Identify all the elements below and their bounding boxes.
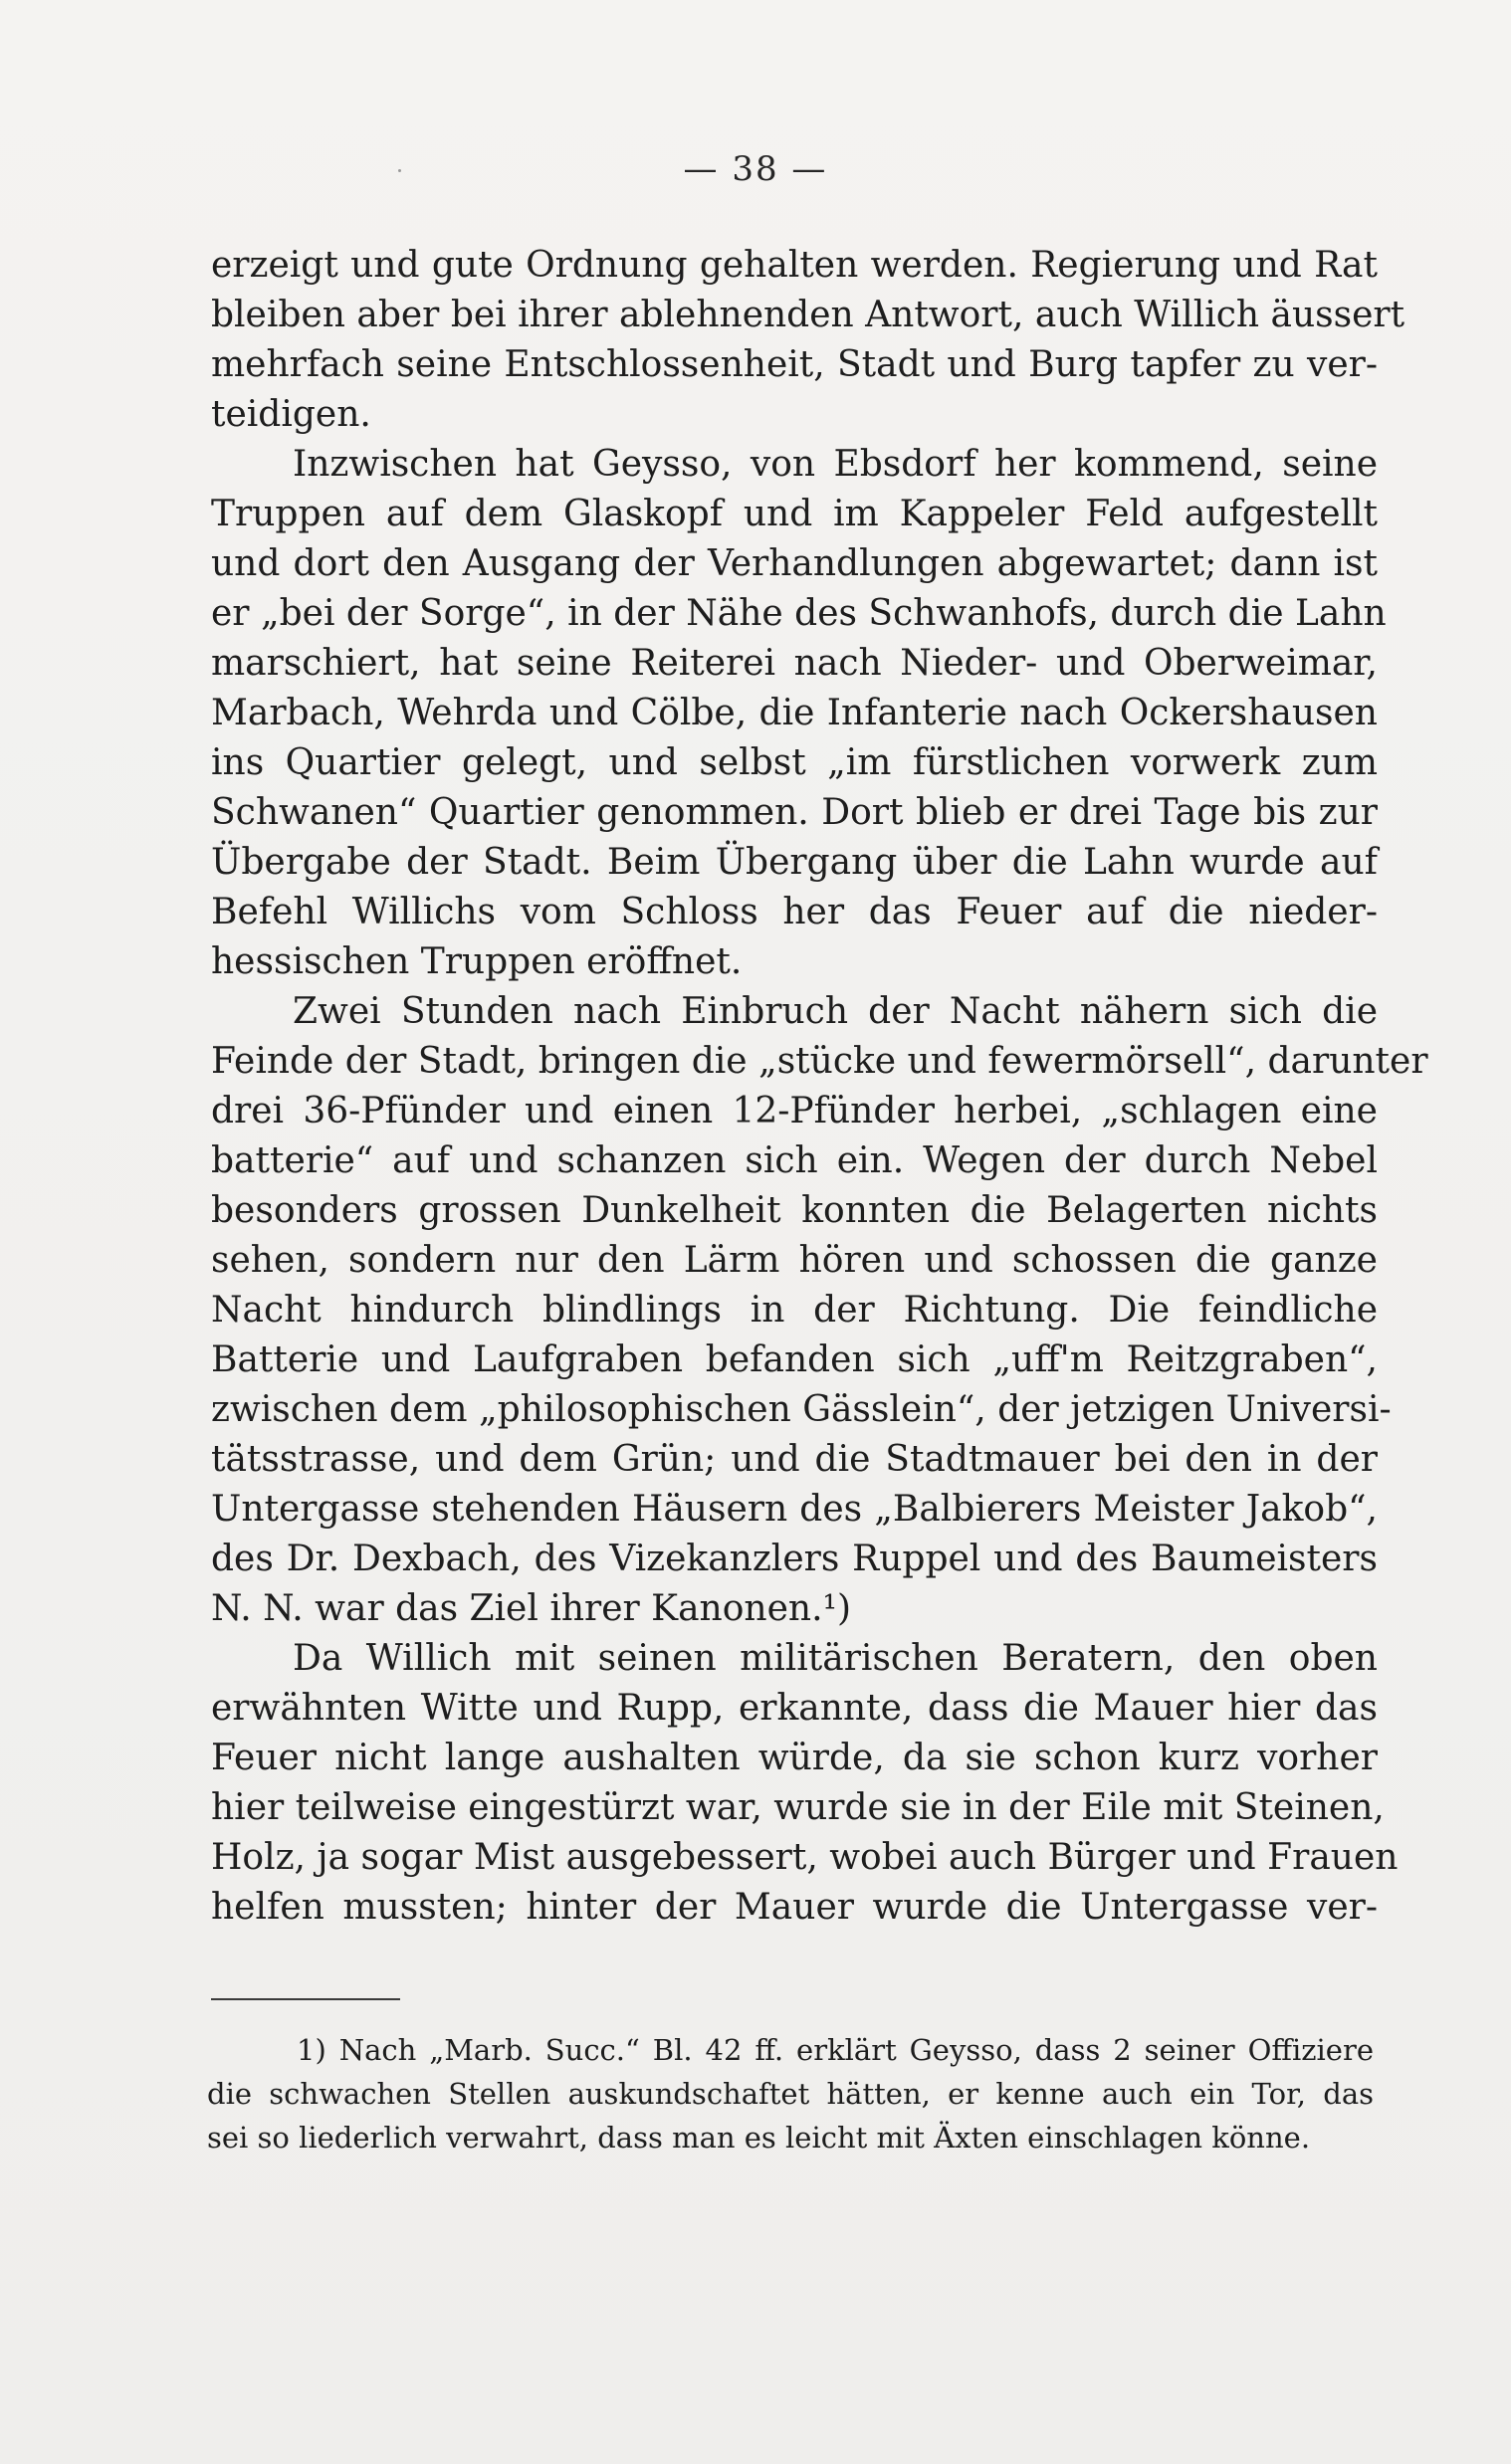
footnotes bbox=[207, 2028, 1374, 2159]
text-line: Da Willich mit seinen militärischen Beratern, den oben bbox=[293, 1638, 1378, 1679]
text-line: N. N. war das Ziel ihrer Kanonen.¹) bbox=[211, 1588, 851, 1629]
text-line: teidigen. bbox=[211, 394, 371, 435]
text-line: Truppen auf dem Glaskopf und im Kappeler Feld aufgestellt bbox=[211, 494, 1378, 534]
text-line: sehen, sondern nur den Lärm hören und schossen die ganze bbox=[211, 1240, 1378, 1281]
text-line: batterie“ auf und schanzen sich ein. Wegen der durch Nebel bbox=[211, 1140, 1378, 1181]
text-line: marschiert, hat seine Reiterei nach Nieder- und Oberweimar, bbox=[211, 643, 1378, 684]
text-line: zwischen dem „philosophischen Gässlein“, der jetzigen Universi- bbox=[211, 1389, 1392, 1430]
text-line: Feinde der Stadt, bringen die „stücke und fewermörsell“, darunter bbox=[211, 1041, 1428, 1082]
text-line: Marbach, Wehrda und Cölbe, die Infanterie nach Ockershausen bbox=[211, 693, 1378, 733]
page-number: — 38 — bbox=[683, 149, 828, 189]
text-line: erzeigt und gute Ordnung gehalten werden. Regierung und Rat bbox=[211, 245, 1378, 286]
text-line: Nacht hindurch blindlings in der Richtung. Die feindliche bbox=[211, 1290, 1378, 1331]
text-line: bleiben aber bei ihrer ablehnenden Antwort, auch Willich äussert bbox=[211, 295, 1405, 335]
text-line: er „bei der Sorge“, in der Nähe des Schwanhofs, durch die Lahn bbox=[211, 593, 1387, 634]
footnote-line: die schwachen Stellen auskundschaftet hätten, er kenne auch ein Tor, das bbox=[207, 2077, 1374, 2111]
text-line: mehrfach seine Entschlossenheit, Stadt und Burg tapfer zu ver- bbox=[211, 344, 1378, 385]
text-line: Batterie und Laufgraben befanden sich „uff'm Reitzgraben“, bbox=[211, 1339, 1378, 1380]
text-line: besonders grossen Dunkelheit konnten die Belagerten nichts bbox=[211, 1190, 1378, 1231]
text-line: hier teilweise eingestürzt war, wurde sie in der Eile mit Steinen, bbox=[211, 1787, 1385, 1828]
text-line: erwähnten Witte und Rupp, erkannte, dass die Mauer hier das bbox=[211, 1688, 1378, 1729]
text-line: Schwanen“ Quartier genommen. Dort blieb er drei Tage bis zur bbox=[211, 792, 1378, 833]
text-line: hessischen Truppen eröffnet. bbox=[211, 941, 743, 982]
footnote-line: sei so liederlich verwahrt, dass man es leicht mit Äxten einschlagen könne. bbox=[207, 2121, 1311, 2155]
paper-speck bbox=[398, 169, 401, 172]
body-text bbox=[211, 241, 1428, 1933]
text-line: ins Quartier gelegt, und selbst „im fürstlichen vorwerk zum bbox=[211, 742, 1378, 783]
text-line: Inzwischen hat Geysso, von Ebsdorf her kommend, seine bbox=[293, 444, 1378, 485]
text-line: Übergabe der Stadt. Beim Übergang über die Lahn wurde auf bbox=[211, 842, 1378, 883]
text-line: Holz, ja sogar Mist ausgebessert, wobei auch Bürger und Frauen bbox=[211, 1837, 1399, 1878]
text-line: Befehl Willichs vom Schloss her das Feuer auf die nieder- bbox=[211, 892, 1378, 932]
text-line: des Dr. Dexbach, des Vizekanzlers Ruppel und des Baumeisters bbox=[211, 1539, 1378, 1579]
text-line: Untergasse stehenden Häusern des „Balbierers Meister Jakob“, bbox=[211, 1489, 1378, 1530]
text-line: tätsstrasse, und dem Grün; und die Stadtmauer bei den in der bbox=[211, 1439, 1378, 1480]
footnote-line: 1) Nach „Marb. Succ.“ Bl. 42 ff. erklärt Geysso, dass 2 seiner Offiziere bbox=[297, 2033, 1374, 2067]
text-line: und dort den Ausgang der Verhandlungen abgewartet; dann ist bbox=[211, 543, 1378, 584]
text-line: Zwei Stunden nach Einbruch der Nacht nähern sich die bbox=[293, 991, 1378, 1032]
footnote-separator bbox=[211, 1998, 400, 2000]
text-line: helfen mussten; hinter der Mauer wurde die Untergasse ver- bbox=[211, 1887, 1378, 1928]
text-line: drei 36-Pfünder und einen 12-Pfünder herbei, „schlagen eine bbox=[211, 1091, 1378, 1131]
text-line: Feuer nicht lange aushalten würde, da sie schon kurz vorher bbox=[211, 1738, 1378, 1778]
